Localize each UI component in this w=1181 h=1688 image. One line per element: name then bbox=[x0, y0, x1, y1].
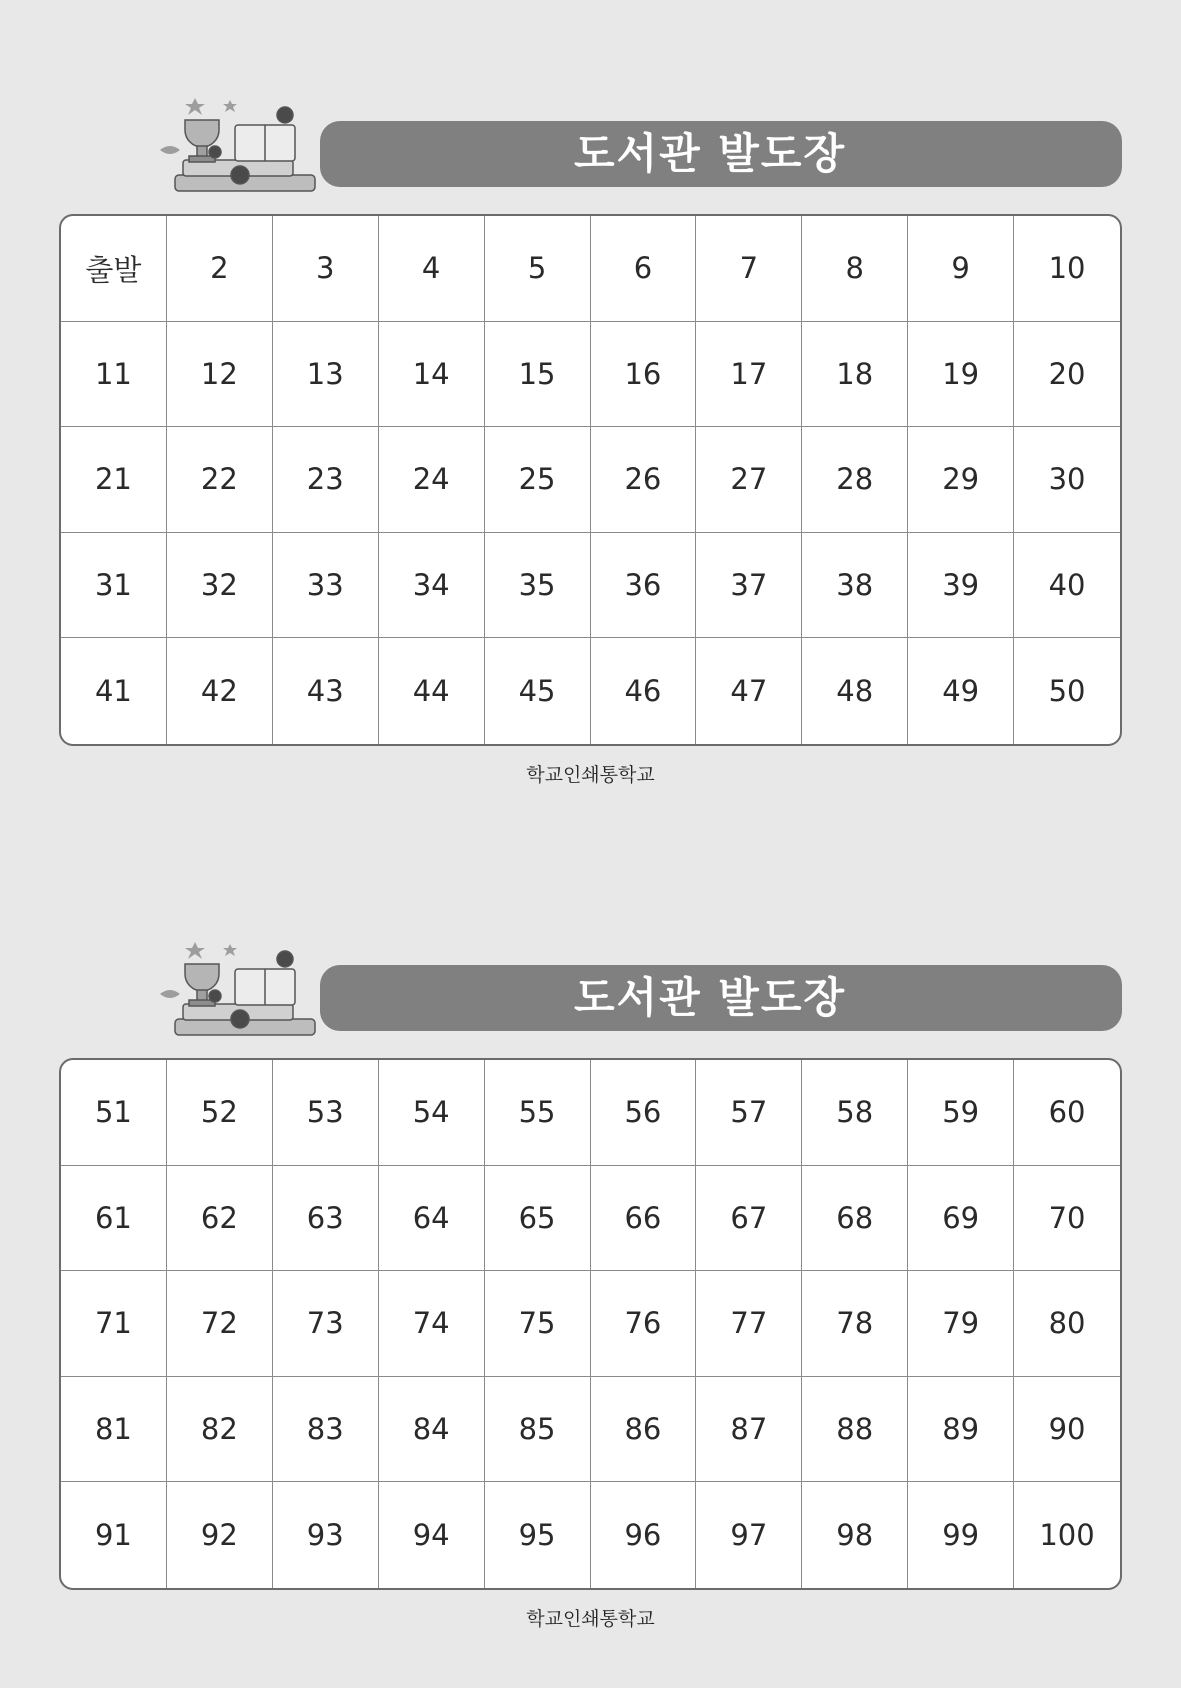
stamp-cell: 91 bbox=[61, 1482, 167, 1588]
stamp-cell: 55 bbox=[485, 1060, 591, 1166]
stamp-cell: 23 bbox=[273, 427, 379, 533]
stamp-grid bbox=[59, 1058, 1122, 1590]
stamp-cell: 80 bbox=[1014, 1271, 1120, 1377]
stamp-cell: 99 bbox=[908, 1482, 1014, 1588]
stamp-cell: 24 bbox=[379, 427, 485, 533]
stamp-cell: 38 bbox=[802, 533, 908, 639]
stamp-cell: 31 bbox=[61, 533, 167, 639]
card-title: 도서관 발도장 bbox=[573, 129, 847, 178]
stamp-grid bbox=[59, 214, 1122, 746]
stamp-cell: 41 bbox=[61, 638, 167, 744]
card-title: 도서관 발도장 bbox=[573, 973, 847, 1022]
stamp-cell: 64 bbox=[379, 1166, 485, 1272]
stamp-cell: 16 bbox=[591, 322, 697, 428]
stamp-cell: 58 bbox=[802, 1060, 908, 1166]
stamp-cell: 33 bbox=[273, 533, 379, 639]
stamp-cell: 19 bbox=[908, 322, 1014, 428]
stamp-cell: 57 bbox=[696, 1060, 802, 1166]
stamp-cell: 43 bbox=[273, 638, 379, 744]
stamp-cell: 32 bbox=[167, 533, 273, 639]
footer-school-name: 학교인쇄통학교 bbox=[526, 764, 655, 786]
stamp-cell: 98 bbox=[802, 1482, 908, 1588]
stamp-cell: 49 bbox=[908, 638, 1014, 744]
stamp-cell: 9 bbox=[908, 216, 1014, 322]
stamp-cell: 67 bbox=[696, 1166, 802, 1272]
stamp-cell: 29 bbox=[908, 427, 1014, 533]
stamp-cell: 27 bbox=[696, 427, 802, 533]
footer-school-name: 학교인쇄통학교 bbox=[526, 1608, 655, 1630]
stamp-cell: 51 bbox=[61, 1060, 167, 1166]
stamp-cell: 10 bbox=[1014, 216, 1120, 322]
stamp-cell: 20 bbox=[1014, 322, 1120, 428]
stamp-cell: 81 bbox=[61, 1377, 167, 1483]
stamp-cell: 54 bbox=[379, 1060, 485, 1166]
stamp-cell: 47 bbox=[696, 638, 802, 744]
stamp-cell: 87 bbox=[696, 1377, 802, 1483]
stamp-cell: 92 bbox=[167, 1482, 273, 1588]
stamp-cell: 17 bbox=[696, 322, 802, 428]
stamp-cell: 96 bbox=[591, 1482, 697, 1588]
stamp-cell: 52 bbox=[167, 1060, 273, 1166]
stamp-cell: 15 bbox=[485, 322, 591, 428]
stamp-cell: 94 bbox=[379, 1482, 485, 1588]
stamp-cell: 48 bbox=[802, 638, 908, 744]
stamp-cell: 56 bbox=[591, 1060, 697, 1166]
stamp-cell: 39 bbox=[908, 533, 1014, 639]
stamp-cell: 5 bbox=[485, 216, 591, 322]
stamp-cell: 83 bbox=[273, 1377, 379, 1483]
stamp-cell: 84 bbox=[379, 1377, 485, 1483]
stamp-cell: 6 bbox=[591, 216, 697, 322]
stamp-cell: 30 bbox=[1014, 427, 1120, 533]
stamp-cell: 79 bbox=[908, 1271, 1014, 1377]
stamp-cell: 21 bbox=[61, 427, 167, 533]
stamp-cell: 53 bbox=[273, 1060, 379, 1166]
stamp-cell: 74 bbox=[379, 1271, 485, 1377]
stamp-cell: 13 bbox=[273, 322, 379, 428]
stamp-cell: 72 bbox=[167, 1271, 273, 1377]
stamp-cell: 50 bbox=[1048, 674, 1086, 709]
stamp-cell: 45 bbox=[485, 638, 591, 744]
stamp-cell: 71 bbox=[61, 1271, 167, 1377]
stamp-cell: 42 bbox=[167, 638, 273, 744]
stamp-cell: 7 bbox=[696, 216, 802, 322]
stamp-cell: 61 bbox=[61, 1166, 167, 1272]
stamp-cell: 22 bbox=[167, 427, 273, 533]
trophy-books-illustration bbox=[155, 924, 345, 1049]
stamp-cell: 86 bbox=[591, 1377, 697, 1483]
stamp-cell: 28 bbox=[802, 427, 908, 533]
stamp-cell: 82 bbox=[167, 1377, 273, 1483]
stamp-cell: 60 bbox=[1014, 1060, 1120, 1166]
stamp-cell: 78 bbox=[802, 1271, 908, 1377]
stamp-cell: 59 bbox=[908, 1060, 1014, 1166]
stamp-cell: 97 bbox=[696, 1482, 802, 1588]
stamp-cell: 18 bbox=[802, 322, 908, 428]
stamp-cell: 40 bbox=[1014, 533, 1120, 639]
stamp-cell: 93 bbox=[273, 1482, 379, 1588]
stamp-cell: 90 bbox=[1014, 1377, 1120, 1483]
stamp-cell: 76 bbox=[591, 1271, 697, 1377]
stamp-cell: 37 bbox=[696, 533, 802, 639]
stamp-cell: 4 bbox=[379, 216, 485, 322]
stamp-cell: 85 bbox=[485, 1377, 591, 1483]
stamp-cell: 100 bbox=[1039, 1518, 1095, 1553]
stamp-cell: 35 bbox=[485, 533, 591, 639]
stamp-cell: 89 bbox=[908, 1377, 1014, 1483]
stamp-cell: 63 bbox=[273, 1166, 379, 1272]
stamp-cell: 62 bbox=[167, 1166, 273, 1272]
stamp-cell: 26 bbox=[591, 427, 697, 533]
stamp-cell: 3 bbox=[273, 216, 379, 322]
stamp-cell: 75 bbox=[485, 1271, 591, 1377]
stamp-cell: 12 bbox=[167, 322, 273, 428]
stamp-cell: 68 bbox=[802, 1166, 908, 1272]
stamp-cell: 34 bbox=[379, 533, 485, 639]
stamp-cell: 46 bbox=[591, 638, 697, 744]
stamp-cell: 65 bbox=[485, 1166, 591, 1272]
stamp-cell: 25 bbox=[485, 427, 591, 533]
trophy-books-illustration bbox=[155, 80, 345, 205]
stamp-cell: 77 bbox=[696, 1271, 802, 1377]
stamp-cell: 70 bbox=[1014, 1166, 1120, 1272]
stamp-cell: 69 bbox=[908, 1166, 1014, 1272]
stamp-cell: 11 bbox=[61, 322, 167, 428]
stamp-cell: 출발 bbox=[61, 216, 167, 322]
stamp-cell: 73 bbox=[273, 1271, 379, 1377]
stamp-cell: 95 bbox=[485, 1482, 591, 1588]
stamp-cell: 8 bbox=[802, 216, 908, 322]
stamp-cell: 66 bbox=[591, 1166, 697, 1272]
stamp-cell: 88 bbox=[802, 1377, 908, 1483]
stamp-cell: 14 bbox=[379, 322, 485, 428]
stamp-cell: 36 bbox=[591, 533, 697, 639]
stamp-cell: 44 bbox=[379, 638, 485, 744]
stamp-cell: 2 bbox=[167, 216, 273, 322]
